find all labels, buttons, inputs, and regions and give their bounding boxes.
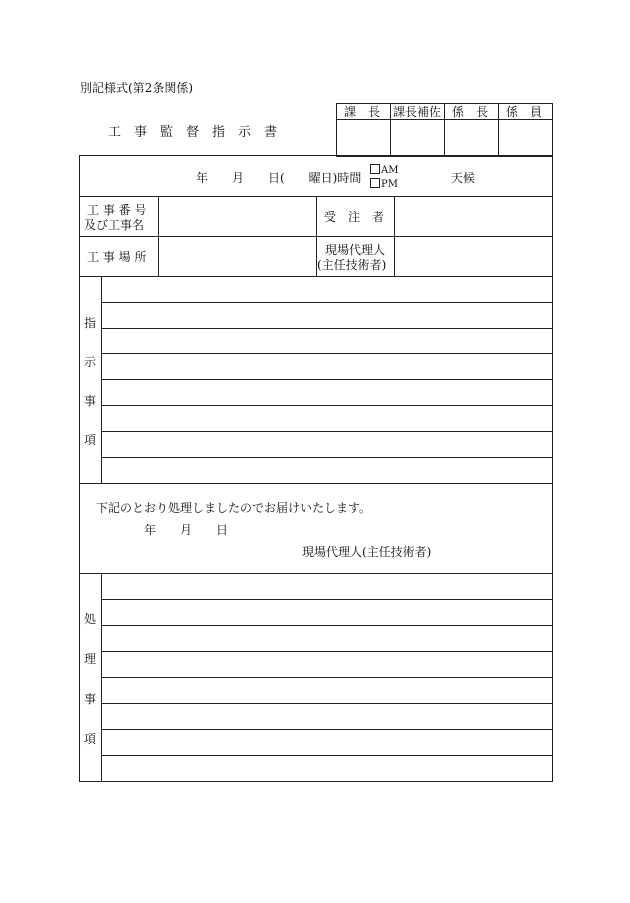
report-date[interactable]: 年 月 日 — [144, 523, 229, 537]
date-time-field[interactable]: 年 月 日( 曜日)時間 — [196, 171, 362, 185]
project-number-label-line1: 工 事 番 号 — [87, 203, 147, 217]
stamp-cell-section-chief[interactable] — [337, 120, 389, 156]
pm-option[interactable] — [370, 178, 398, 190]
instruction-label-char: 示 — [84, 355, 97, 369]
stamp-cell-subsection-chief[interactable] — [445, 120, 497, 156]
am-option[interactable] — [370, 164, 398, 176]
report-signer-label: 現場代理人(主任技術者) — [302, 545, 432, 559]
instruction-label-char: 項 — [84, 433, 97, 447]
am-label: AM — [381, 165, 399, 176]
pm-checkbox[interactable] — [370, 178, 380, 188]
approval-header-staff: 係 員 — [506, 105, 543, 119]
contractor-label: 受 注 者 — [324, 210, 385, 224]
report-statement: 下記のとおり処理しましたのでお届けいたします。 — [96, 501, 372, 515]
processing-label-char: 理 — [84, 652, 97, 666]
processing-label-char: 処 — [84, 612, 97, 626]
instruction-label-char: 指 — [84, 316, 97, 330]
approval-header-deputy-chief: 課長補佐 — [393, 105, 442, 119]
contractor-field[interactable] — [396, 198, 552, 235]
report-bottom-divider — [79, 573, 553, 574]
instruction-label-char: 事 — [84, 394, 97, 408]
form-label: 別記様式(第2条関係) — [80, 81, 193, 95]
site-agent-label-line2: (主任技術者) — [317, 258, 387, 272]
stamp-cell-staff[interactable] — [499, 120, 552, 156]
info-bottom-divider — [79, 276, 553, 277]
info-label-divider — [158, 196, 159, 276]
processing-content-area[interactable] — [103, 575, 552, 781]
info-right-label-divider — [394, 196, 395, 276]
am-checkbox[interactable] — [370, 164, 380, 174]
instruction-content-area[interactable] — [103, 278, 552, 482]
form-title: 工 事 監 督 指 示 書 — [108, 125, 278, 140]
site-agent-field[interactable] — [396, 238, 552, 275]
processing-label-char: 事 — [84, 692, 97, 706]
processing-label-char: 項 — [84, 732, 97, 746]
approval-header-subsection-chief: 係 長 — [452, 105, 489, 119]
project-number-field[interactable] — [160, 198, 315, 235]
approval-header-section-chief: 課 長 — [344, 105, 381, 119]
stamp-cell-deputy-chief[interactable] — [391, 120, 443, 156]
site-field[interactable] — [160, 238, 315, 275]
pm-label: PM — [381, 179, 398, 190]
weather-label: 天候 — [451, 171, 476, 185]
site-agent-label-line1: 現場代理人 — [325, 243, 386, 257]
site-label: 工 事 場 所 — [87, 250, 147, 264]
project-number-label-line2: 及び工事名 — [84, 218, 145, 232]
instruction-bottom-divider — [79, 483, 553, 484]
